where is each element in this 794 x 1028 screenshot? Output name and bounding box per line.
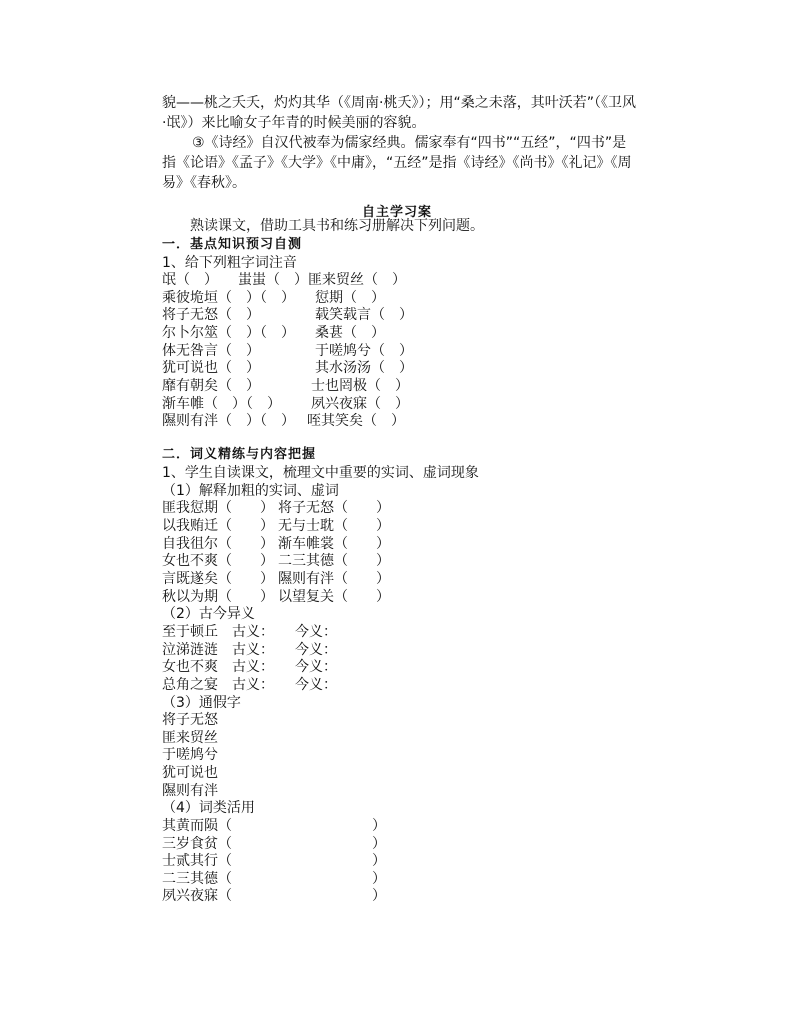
word-row-5-b: 隰则有泮（ ） — [278, 571, 390, 587]
meaning-row-2: 泣涕涟涟 古义： 今义： — [162, 642, 337, 658]
loan-char-row-1: 将子无怒 — [162, 712, 218, 728]
word-class-row-3: 士贰其行（ ） — [162, 853, 386, 869]
instruction-text: 熟读课文，借助工具书和练习册解决下列问题。 — [190, 218, 484, 234]
pinyin-row-8-a: 渐车帷（ ）（ ） — [162, 396, 281, 412]
word-row-4-a: 女也不爽（ ） — [162, 553, 274, 569]
pinyin-row-1-a: 氓（ ） — [162, 272, 218, 288]
pinyin-row-7-a: 靡有朝矣（ ） — [162, 378, 260, 394]
section2-question: 1、学生自读课文，梳理文中重要的实词、虚词现象 — [162, 465, 479, 481]
page-title: 自主学习案 — [361, 205, 432, 220]
word-class-row-5: 夙兴夜寐（ ） — [162, 888, 386, 904]
word-class-row-2: 三岁食贫（ ） — [162, 836, 386, 852]
pinyin-row-2-a: 乘彼垝垣（ ）（ ） — [162, 290, 295, 306]
pinyin-row-3-b: 载笑载言（ ） — [315, 307, 413, 323]
word-row-5-a: 言既遂矣（ ） — [162, 571, 274, 587]
meaning-row-1: 至于顿丘 古义： 今义： — [162, 624, 337, 640]
pinyin-row-1-b: 蚩蚩（ ）匪来贸丝（ ） — [238, 272, 406, 288]
pinyin-row-9-a: 隰则有泮（ ）（ ） — [162, 413, 295, 429]
word-row-2-a: 以我贿迁（ ） — [162, 518, 274, 534]
pinyin-row-9-b: 咥其笑矣（ ） — [307, 413, 405, 429]
word-row-4-b: 二三其德（ ） — [278, 553, 390, 569]
word-row-2-b: 无与士耽（ ） — [278, 518, 390, 534]
intro-paragraph-2: ③《诗经》自汉代被奉为儒家经典。儒家奉有“四书”“五经”，“四书”是指《论语》《孟子》《大学》《中庸》，“五经”是指《诗经》《尚书》《礼记》《周易》《春秋》。 — [162, 135, 632, 191]
section1-question: 1、给下列粗字词注音 — [162, 255, 297, 271]
word-row-6-b: 以望复关（ ） — [278, 589, 390, 605]
word-row-6-a: 秋以为期（ ） — [162, 589, 274, 605]
meaning-row-3: 女也不爽 古义： 今义： — [162, 659, 337, 675]
section1-heading: 一．基点知识预习自测 — [162, 237, 303, 252]
word-row-3-b: 渐车帷裳（ ） — [278, 536, 390, 552]
pinyin-row-4-b: 桑葚（ ） — [315, 325, 385, 341]
pinyin-row-2-b: 愆期（ ） — [315, 290, 385, 306]
section2-heading: 二．词义精练与内容把握 — [162, 447, 317, 462]
pinyin-row-7-b: 士也罔极（ ） — [311, 378, 409, 394]
pinyin-row-8-b: 夙兴夜寐（ ） — [311, 396, 409, 412]
pinyin-row-5-b: 于嗟鸠兮（ ） — [315, 343, 413, 359]
sub2-heading: （2）古今异义 — [162, 606, 255, 622]
pinyin-row-3-a: 将子无怒（ ） — [162, 307, 260, 323]
loan-char-row-5: 隰则有泮 — [162, 783, 218, 799]
pinyin-row-6-a: 犹可说也（ ） — [162, 360, 260, 376]
word-row-3-a: 自我徂尔（ ） — [162, 536, 274, 552]
sub1-heading: （1）解释加粗的实词、虚词 — [162, 483, 339, 499]
word-row-1-a: 匪我愆期（ ） — [162, 500, 274, 516]
loan-char-row-4: 犹可说也 — [162, 765, 218, 781]
meaning-row-4: 总角之宴 古义： 今义： — [162, 677, 337, 693]
loan-char-row-2: 匪来贸丝 — [162, 730, 218, 746]
sub3-heading: （3）通假字 — [162, 695, 241, 711]
word-row-1-b: 将子无怒（ ） — [278, 500, 390, 516]
loan-char-row-3: 于嗟鸠兮 — [162, 747, 218, 763]
sub4-heading: （4）词类活用 — [162, 800, 255, 816]
pinyin-row-4-a: 尔卜尔筮（ ）（ ） — [162, 325, 295, 341]
pinyin-row-6-b: 其水汤汤（ ） — [315, 360, 413, 376]
intro-paragraph-1: 貌——桃之夭夭，灼灼其华（《周南·桃夭》）；用“桑之未落，其叶沃若”（《卫风·氓》）来比喻女子年青的时候美丽的容貌。 — [162, 95, 636, 131]
word-class-row-1: 其黄而陨（ ） — [162, 818, 386, 834]
pinyin-row-5-a: 体无咎言（ ） — [162, 343, 260, 359]
word-class-row-4: 二三其德（ ） — [162, 871, 386, 887]
